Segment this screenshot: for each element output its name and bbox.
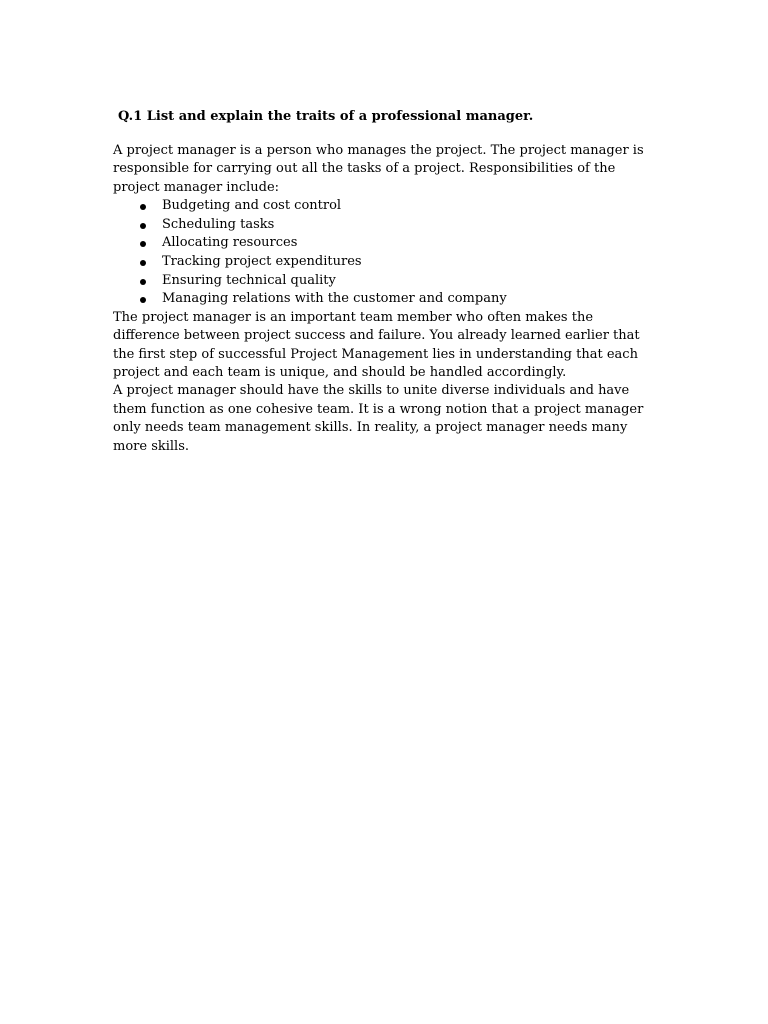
bullet-icon: [140, 241, 146, 247]
list-item-label: Allocating resources: [162, 235, 298, 251]
intro-paragraph: A project manager is a person who manages the project. The project manager is responsible for carrying out all the tasks of a project. Responsibilities of the project manager include:: [113, 143, 644, 195]
list-item: [113, 253, 653, 272]
responsibilities-list: [113, 197, 653, 309]
bullet-icon: [140, 223, 146, 229]
answer-body: [113, 142, 653, 456]
bullet-icon: [140, 297, 146, 303]
list-item-label: Scheduling tasks: [162, 216, 275, 232]
list-item-label: Managing relations with the customer and company: [162, 291, 507, 307]
bullet-icon: [140, 260, 146, 266]
list-item-label: Budgeting and cost control: [162, 198, 342, 214]
bullet-icon: [140, 279, 146, 285]
list-item: [113, 234, 653, 253]
list-item: [113, 290, 653, 309]
body-paragraph: A project manager should have the skills to unite diverse individuals and have them function as one cohesive team. It is a wrong notion that a project manager only needs team management skills. In reality, a project manager needs many more skills.: [113, 383, 644, 454]
body-paragraph: The project manager is an important team member who often makes the difference between project success and failure. You already learned earlier that the first step of successful Project Management lies in understanding that each project and each team is unique, and should be handled accordingly.: [113, 309, 640, 380]
bullet-icon: [140, 204, 146, 210]
list-item: [113, 272, 653, 291]
list-item: [113, 216, 653, 235]
question-heading: Q.1 List and explain the traits of a professional manager.: [118, 109, 534, 124]
list-item-label: Tracking project expenditures: [162, 254, 362, 269]
list-item-label: Ensuring technical quality: [162, 272, 336, 288]
list-item: [113, 197, 653, 216]
